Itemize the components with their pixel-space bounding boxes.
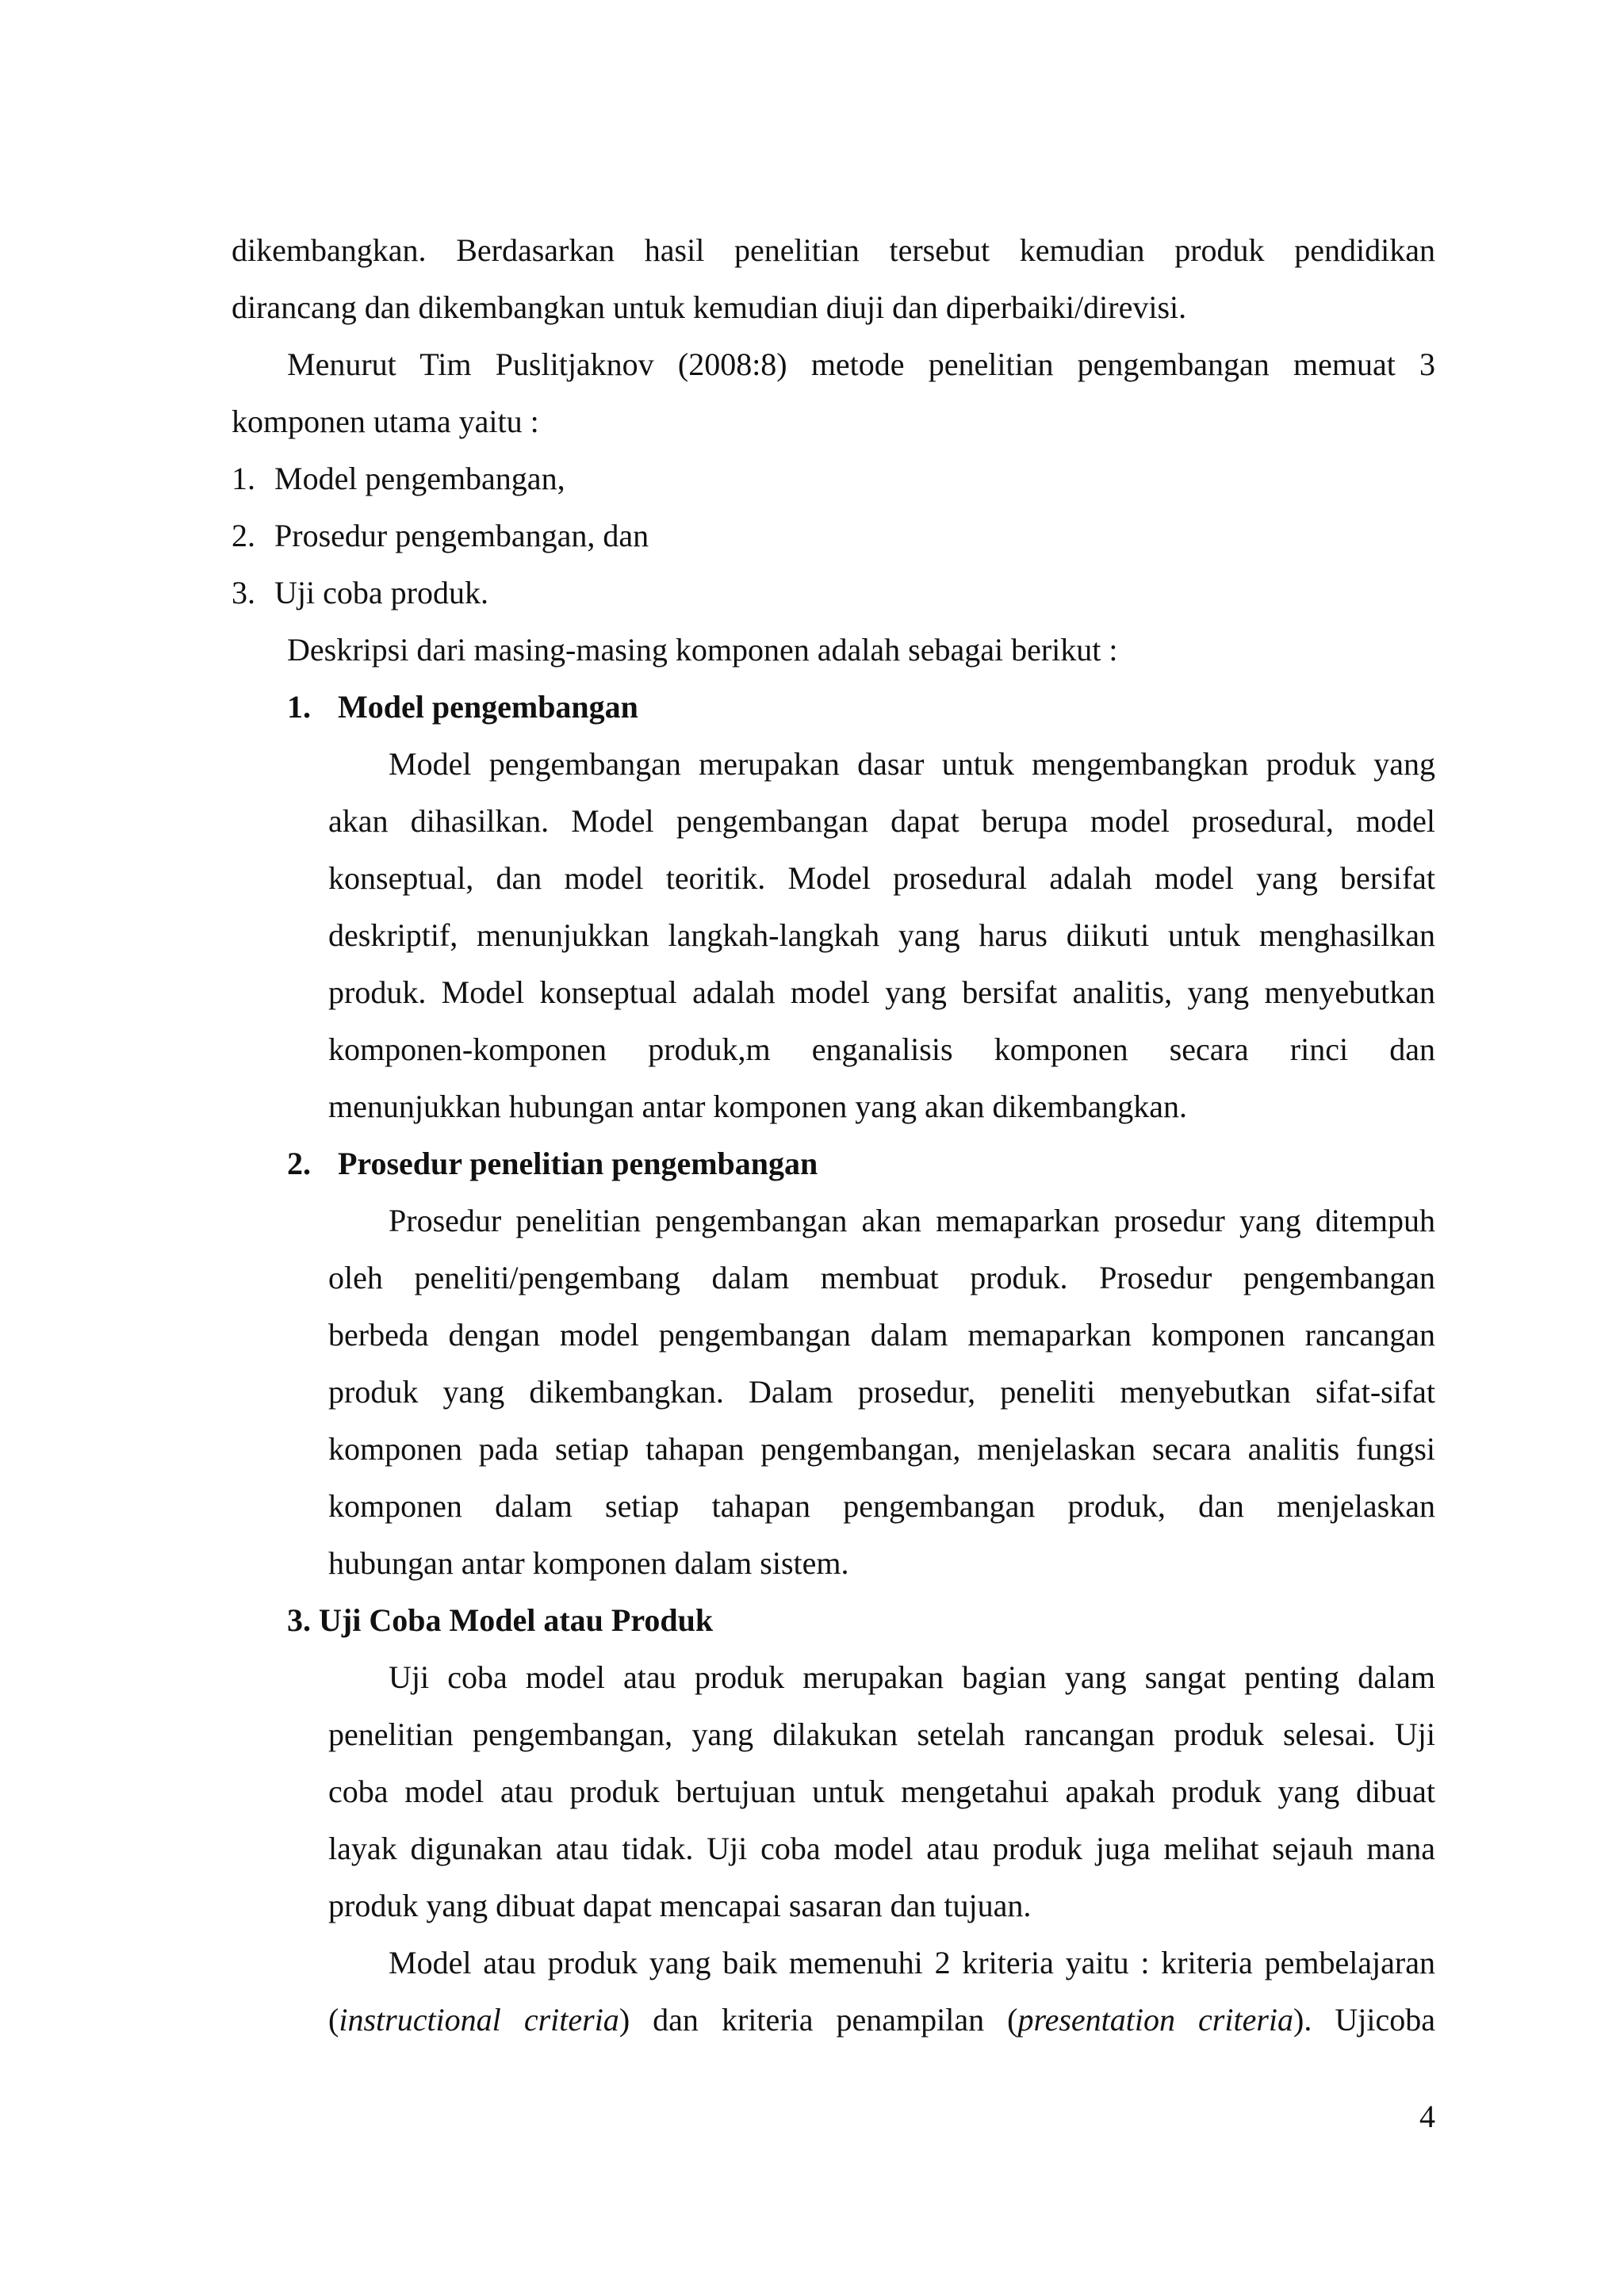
page-number: 4 — [1419, 2099, 1435, 2134]
section2-line: berbeda dengan model pengembangan dalam memaparkan komponen rancangan — [328, 1317, 1435, 1353]
section-title: Prosedur penelitian pengembangan — [338, 1146, 818, 1181]
description-line: Deskripsi dari masing-masing komponen adalah sebagai berikut : — [287, 632, 1118, 668]
section3-last-line — [328, 1996, 1435, 2044]
section2-line: oleh peneliti/pengembang dalam membuat produk. Prosedur pengembangan — [328, 1260, 1435, 1295]
section2-line: Prosedur penelitian pengembangan akan memaparkan prosedur yang ditempuh — [389, 1203, 1435, 1238]
intro-line-4: komponen utama yaitu : — [232, 404, 539, 439]
section3-line: produk yang dibuat dapat mencapai sasaran dan tujuan. — [328, 1888, 1032, 1923]
list-text: Prosedur pengembangan, dan — [274, 518, 649, 553]
section-heading: 3. Uji Coba Model atau Produk — [287, 1602, 714, 1638]
section1-line: Model pengembangan merupakan dasar untuk mengembangkan produk yang — [389, 746, 1435, 782]
section3-line: Uji coba model atau produk merupakan bagian yang sangat penting dalam — [389, 1659, 1435, 1695]
text-span: ). Ujicoba — [1293, 2002, 1436, 2038]
list-item — [232, 455, 1435, 503]
paren-open: ( — [328, 2002, 339, 2038]
section-heading — [287, 683, 1435, 731]
section-heading — [287, 1140, 1435, 1188]
section-number: 2. — [287, 1146, 311, 1181]
section1-line: konseptual, dan model teoritik. Model prosedural adalah model yang bersifat — [328, 860, 1435, 896]
list-text: Uji coba produk. — [274, 575, 488, 610]
list-number: 1. — [232, 461, 255, 496]
section1-line: akan dihasilkan. Model pengembangan dapat berupa model prosedural, model — [328, 803, 1435, 839]
section2-line: produk yang dikembangkan. Dalam prosedur, peneliti menyebutkan sifat-sifat — [328, 1374, 1435, 1410]
list-number: 2. — [232, 518, 255, 553]
section2-line: hubungan antar komponen dalam sistem. — [328, 1545, 849, 1581]
section3-line: layak digunakan atau tidak. Uji coba model atau produk juga melihat sejauh mana — [328, 1831, 1435, 1866]
section-title: Model pengembangan — [338, 689, 638, 725]
section3-line: Model atau produk yang baik memenuhi 2 kriteria yaitu : kriteria pembelajaran — [389, 1945, 1435, 1980]
section1-line: menunjukkan hubungan antar komponen yang akan dikembangkan. — [328, 1089, 1188, 1124]
intro-line-2: dirancang dan dikembangkan untuk kemudian diuji dan diperbaiki/direvisi. — [232, 289, 1187, 325]
italic-term: presentation criteria — [1017, 2002, 1294, 2038]
italic-term: instructional criteria — [339, 2002, 619, 2038]
text-span: ) dan kriteria penampilan ( — [619, 2002, 1018, 2038]
list-item — [232, 569, 1435, 617]
intro-line-3: Menurut Tim Puslitjaknov (2008:8) metode penelitian pengembangan memuat 3 — [287, 346, 1435, 382]
section-number: 1. — [287, 689, 311, 725]
section1-line: komponen-komponen produk,m enganalisis komponen secara rinci dan — [328, 1031, 1435, 1067]
intro-line-1: dikembangkan. Berdasarkan hasil penelitian tersebut kemudian produk pendidikan — [232, 232, 1435, 268]
list-text: Model pengembangan, — [274, 461, 565, 496]
section3-line: penelitian pengembangan, yang dilakukan setelah rancangan produk selesai. Uji — [328, 1716, 1435, 1752]
section2-line: komponen pada setiap tahapan pengembangan, menjelaskan secara analitis fungsi — [328, 1431, 1435, 1467]
section1-line: produk. Model konseptual adalah model yang bersifat analitis, yang menyebutkan — [328, 974, 1435, 1010]
section1-line: deskriptif, menunjukkan langkah-langkah yang harus diikuti untuk menghasilkan — [328, 917, 1435, 953]
section3-line: coba model atau produk bertujuan untuk mengetahui apakah produk yang dibuat — [328, 1774, 1435, 1809]
list-item — [232, 512, 1435, 560]
list-number: 3. — [232, 575, 255, 610]
section2-line: komponen dalam setiap tahapan pengembangan produk, dan menjelaskan — [328, 1488, 1435, 1524]
